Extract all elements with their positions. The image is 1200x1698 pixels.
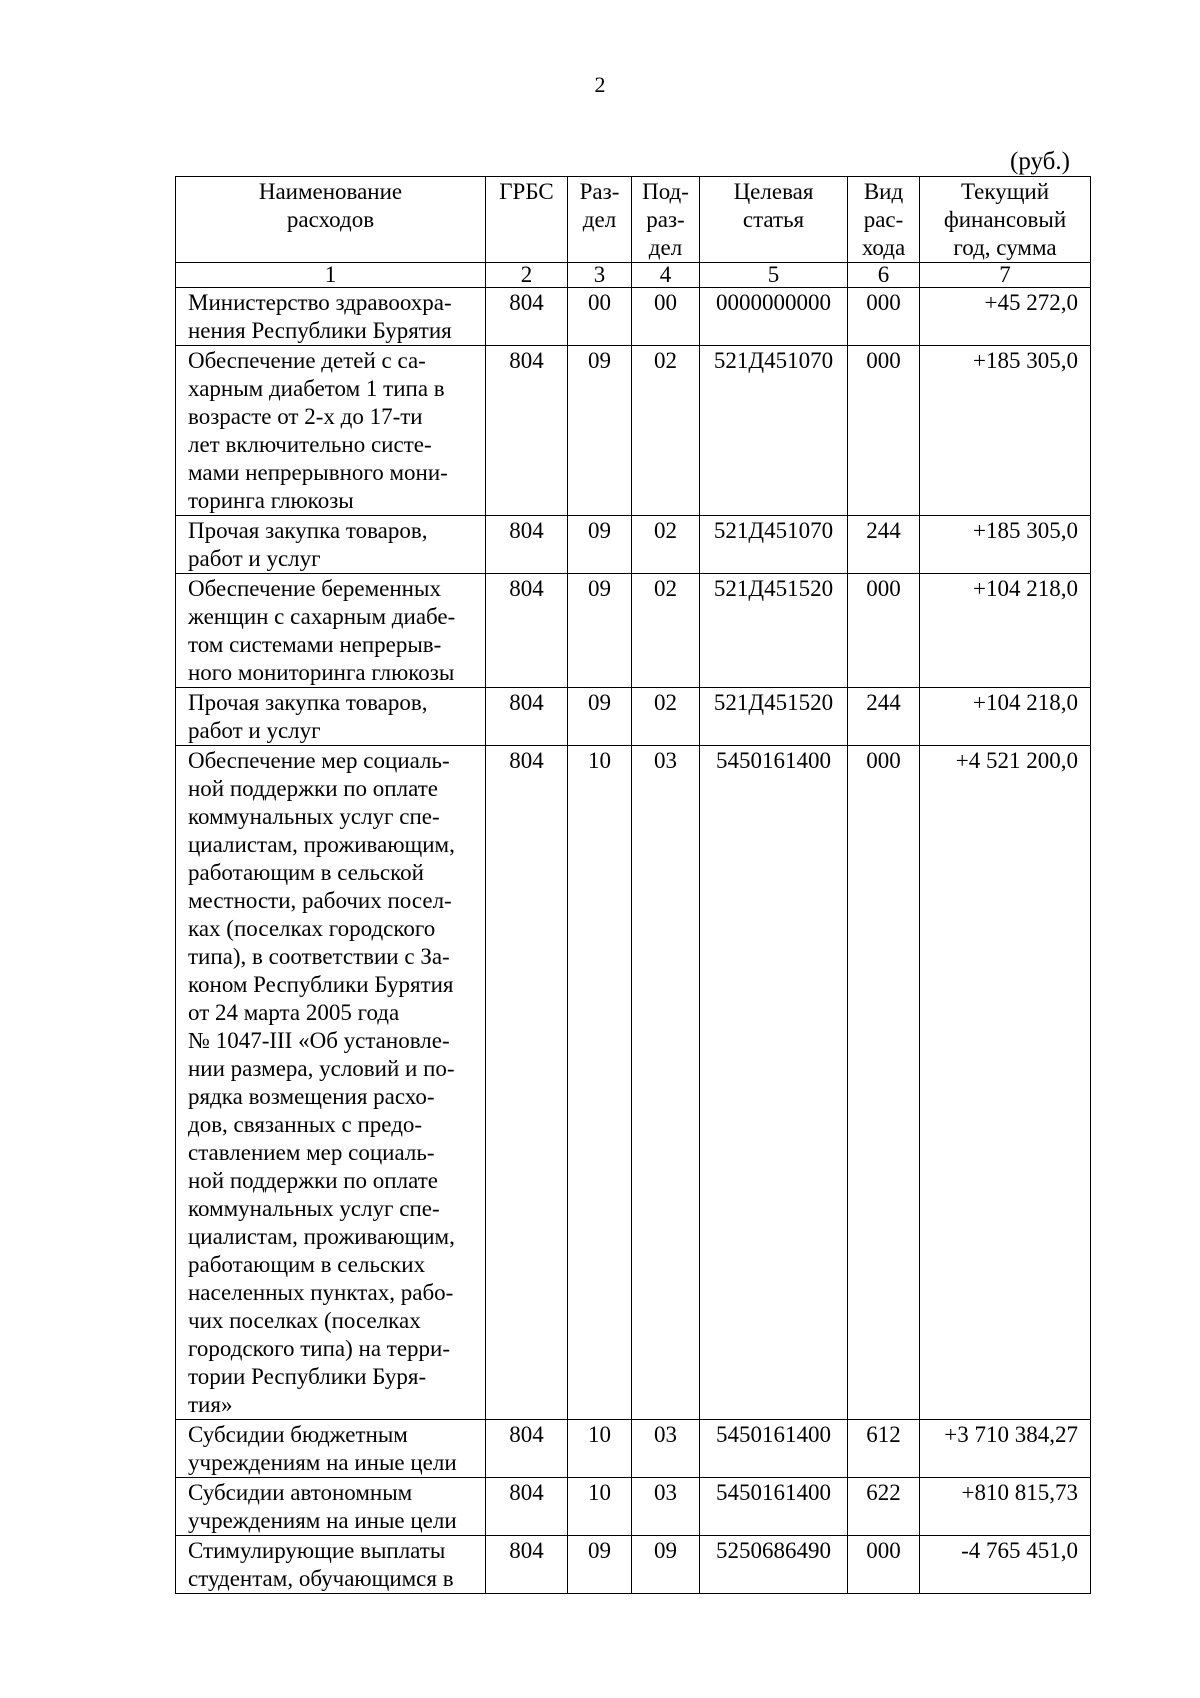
table-row bbox=[176, 516, 1091, 574]
expense-name-line: коммунальных услуг спе- bbox=[188, 1196, 440, 1221]
razdel-cell: 09 bbox=[568, 688, 632, 746]
expense-name-line: работающим в сельских bbox=[188, 1252, 426, 1277]
expense-name-line: лет включительно систе- bbox=[188, 432, 432, 457]
table-row bbox=[176, 1420, 1091, 1478]
header-line: финансовый bbox=[943, 207, 1067, 232]
expense-name-line: тия» bbox=[188, 1392, 233, 1417]
expense-name-line: городского типа) на терри- bbox=[188, 1336, 451, 1361]
expense-type-cell: 000 bbox=[848, 346, 920, 516]
table-header bbox=[176, 177, 1091, 263]
amount-cell: +104 218,0 bbox=[920, 574, 1091, 688]
expense-name-line: студентам, обучающимся в bbox=[188, 1566, 454, 1591]
expense-name-line: Обеспечение мер социаль- bbox=[188, 748, 450, 773]
expense-name-line: возрасте от 2-х до 17-ти bbox=[188, 404, 423, 429]
podrazdel-cell: 00 bbox=[632, 288, 700, 346]
header-razdel bbox=[568, 177, 632, 263]
razdel-cell: 09 bbox=[568, 346, 632, 516]
table-row bbox=[176, 288, 1091, 346]
podrazdel-cell: 09 bbox=[632, 1536, 700, 1594]
expense-name-line: коммунальных услуг спе- bbox=[188, 804, 440, 829]
expense-name-line: рядка возмещения расхо- bbox=[188, 1084, 435, 1109]
amount-cell: +185 305,0 bbox=[920, 516, 1091, 574]
expense-name-line: дов, связанных с предо- bbox=[188, 1112, 423, 1137]
table-row bbox=[176, 1536, 1091, 1594]
podrazdel-cell: 02 bbox=[632, 574, 700, 688]
header-line: хода bbox=[861, 235, 906, 260]
expense-name-line: Прочая закупка товаров, bbox=[188, 518, 428, 543]
target-article-cell: 521Д451070 bbox=[700, 346, 848, 516]
table-row bbox=[176, 688, 1091, 746]
expense-name-line: Стимулирующие выплаты bbox=[188, 1538, 446, 1563]
expense-name-line: женщин с сахарным диабе- bbox=[188, 604, 456, 629]
grbs-cell: 804 bbox=[486, 288, 568, 346]
expense-name-line: нии размера, условий и по- bbox=[188, 1056, 455, 1081]
expense-name-line: населенных пунктах, рабо- bbox=[188, 1280, 454, 1305]
expense-type-cell: 622 bbox=[848, 1478, 920, 1536]
header-line: ГРБС bbox=[499, 179, 554, 204]
expense-name-line: ного мониторинга глюкозы bbox=[188, 660, 455, 685]
header-line: дел bbox=[582, 207, 617, 232]
header-line: Целевая bbox=[733, 179, 814, 204]
budget-table bbox=[175, 176, 1091, 1594]
expense-name-line: местности, рабочих посел- bbox=[188, 888, 452, 913]
header-line: Раз- bbox=[579, 179, 620, 204]
amount-cell: +3 710 384,27 bbox=[920, 1420, 1091, 1478]
expense-name-line: Субсидии бюджетным bbox=[188, 1422, 408, 1447]
column-number: 5 bbox=[700, 263, 848, 288]
column-number: 2 bbox=[486, 263, 568, 288]
expense-name-cell bbox=[176, 1536, 486, 1594]
page-number: 2 bbox=[594, 72, 606, 97]
column-number: 4 bbox=[632, 263, 700, 288]
table-row bbox=[176, 346, 1091, 516]
expense-name-line: Субсидии автономным bbox=[188, 1480, 413, 1505]
column-number: 6 bbox=[848, 263, 920, 288]
expense-type-cell: 000 bbox=[848, 746, 920, 1420]
expense-name-cell bbox=[176, 746, 486, 1420]
expense-name-cell bbox=[176, 574, 486, 688]
unit-label: (руб.) bbox=[1010, 148, 1070, 175]
expense-name-line: Прочая закупка товаров, bbox=[188, 690, 428, 715]
expense-name-cell bbox=[176, 516, 486, 574]
podrazdel-cell: 03 bbox=[632, 746, 700, 1420]
target-article-cell: 0000000000 bbox=[700, 288, 848, 346]
razdel-cell: 09 bbox=[568, 516, 632, 574]
expense-name-line: циалистам, проживающим, bbox=[188, 1224, 455, 1249]
amount-cell: +45 272,0 bbox=[920, 288, 1091, 346]
header-name bbox=[176, 177, 486, 263]
expense-name-line: том системами непрерыв- bbox=[188, 632, 442, 657]
grbs-cell: 804 bbox=[486, 1478, 568, 1536]
column-number: 3 bbox=[568, 263, 632, 288]
amount-cell: +185 305,0 bbox=[920, 346, 1091, 516]
header-line: дел bbox=[648, 235, 683, 260]
header-vid bbox=[848, 177, 920, 263]
expense-name-line: ной поддержки по оплате bbox=[188, 1168, 438, 1193]
header-podrazdel bbox=[632, 177, 700, 263]
expense-type-cell: 000 bbox=[848, 574, 920, 688]
grbs-cell: 804 bbox=[486, 746, 568, 1420]
target-article-cell: 5450161400 bbox=[700, 1420, 848, 1478]
header-line: рас- bbox=[863, 207, 904, 232]
header-line: Вид bbox=[863, 179, 904, 204]
razdel-cell: 09 bbox=[568, 1536, 632, 1594]
header-line: Наименование bbox=[258, 179, 403, 204]
expense-name-line: ставлением мер социаль- bbox=[188, 1140, 435, 1165]
expense-name-cell bbox=[176, 288, 486, 346]
grbs-cell: 804 bbox=[486, 516, 568, 574]
amount-cell: +810 815,73 bbox=[920, 1478, 1091, 1536]
grbs-cell: 804 bbox=[486, 1420, 568, 1478]
grbs-cell: 804 bbox=[486, 688, 568, 746]
expense-type-cell: 000 bbox=[848, 1536, 920, 1594]
expense-name-line: Министерство здравоохра- bbox=[188, 290, 452, 315]
amount-cell: -4 765 451,0 bbox=[920, 1536, 1091, 1594]
column-number-row bbox=[176, 263, 1091, 288]
expense-name-line: мами непрерывного мони- bbox=[188, 460, 448, 485]
grbs-cell: 804 bbox=[486, 346, 568, 516]
target-article-cell: 521Д451070 bbox=[700, 516, 848, 574]
header-line: год, сумма bbox=[953, 235, 1057, 260]
expense-name-line: работ и услуг bbox=[188, 718, 321, 743]
target-article-cell: 5450161400 bbox=[700, 746, 848, 1420]
razdel-cell: 10 bbox=[568, 746, 632, 1420]
expense-name-line: № 1047-III «Об установле- bbox=[188, 1028, 450, 1053]
razdel-cell: 09 bbox=[568, 574, 632, 688]
expense-name-line: Обеспечение детей с са- bbox=[188, 348, 426, 373]
podrazdel-cell: 02 bbox=[632, 516, 700, 574]
expense-name-cell bbox=[176, 1420, 486, 1478]
expense-name-line: торинга глюкозы bbox=[188, 488, 354, 513]
header-line: раз- bbox=[646, 207, 685, 232]
header-grbs bbox=[486, 177, 568, 263]
target-article-cell: 521Д451520 bbox=[700, 688, 848, 746]
header-row bbox=[176, 177, 1091, 263]
table-row bbox=[176, 574, 1091, 688]
expense-type-cell: 612 bbox=[848, 1420, 920, 1478]
header-sum bbox=[920, 177, 1091, 263]
header-line: Текущий bbox=[960, 179, 1050, 204]
column-number: 1 bbox=[176, 263, 486, 288]
expense-name-line: ках (поселках городского bbox=[188, 916, 436, 941]
expense-type-cell: 244 bbox=[848, 516, 920, 574]
header-line: Под- bbox=[642, 179, 689, 204]
grbs-cell: 804 bbox=[486, 574, 568, 688]
expense-name-line: учреждениям на иные цели bbox=[188, 1508, 457, 1533]
expense-name-line: харным диабетом 1 типа в bbox=[188, 376, 445, 401]
target-article-cell: 5250686490 bbox=[700, 1536, 848, 1594]
razdel-cell: 10 bbox=[568, 1478, 632, 1536]
expense-name-line: чих поселках (поселках bbox=[188, 1308, 421, 1333]
razdel-cell: 00 bbox=[568, 288, 632, 346]
amount-cell: +4 521 200,0 bbox=[920, 746, 1091, 1420]
expense-type-cell: 244 bbox=[848, 688, 920, 746]
table-body bbox=[176, 263, 1091, 1594]
table-row bbox=[176, 746, 1091, 1420]
expense-type-cell: 000 bbox=[848, 288, 920, 346]
column-number: 7 bbox=[920, 263, 1091, 288]
grbs-cell: 804 bbox=[486, 1536, 568, 1594]
amount-cell: +104 218,0 bbox=[920, 688, 1091, 746]
podrazdel-cell: 03 bbox=[632, 1420, 700, 1478]
podrazdel-cell: 02 bbox=[632, 346, 700, 516]
expense-name-line: работ и услуг bbox=[188, 546, 321, 571]
razdel-cell: 10 bbox=[568, 1420, 632, 1478]
expense-name-line: ной поддержки по оплате bbox=[188, 776, 438, 801]
target-article-cell: 521Д451520 bbox=[700, 574, 848, 688]
header-line: статья bbox=[742, 207, 805, 232]
podrazdel-cell: 02 bbox=[632, 688, 700, 746]
expense-name-cell bbox=[176, 688, 486, 746]
expense-name-cell bbox=[176, 1478, 486, 1536]
expense-name-line: учреждениям на иные цели bbox=[188, 1450, 457, 1475]
table-row bbox=[176, 1478, 1091, 1536]
expense-name-line: работающим в сельской bbox=[188, 860, 424, 885]
header-target bbox=[700, 177, 848, 263]
target-article-cell: 5450161400 bbox=[700, 1478, 848, 1536]
expense-name-line: нения Республики Бурятия bbox=[188, 318, 452, 343]
expense-name-cell bbox=[176, 346, 486, 516]
expense-name-line: коном Республики Бурятия bbox=[188, 972, 454, 997]
expense-name-line: тории Республики Буря- bbox=[188, 1364, 427, 1389]
expense-name-line: типа), в соответствии с За- bbox=[188, 944, 450, 969]
expense-name-line: циалистам, проживающим, bbox=[188, 832, 455, 857]
expense-name-line: Обеспечение беременных bbox=[188, 576, 441, 601]
podrazdel-cell: 03 bbox=[632, 1478, 700, 1536]
expense-name-line: от 24 марта 2005 года bbox=[188, 1000, 400, 1025]
header-line: расходов bbox=[286, 207, 375, 232]
